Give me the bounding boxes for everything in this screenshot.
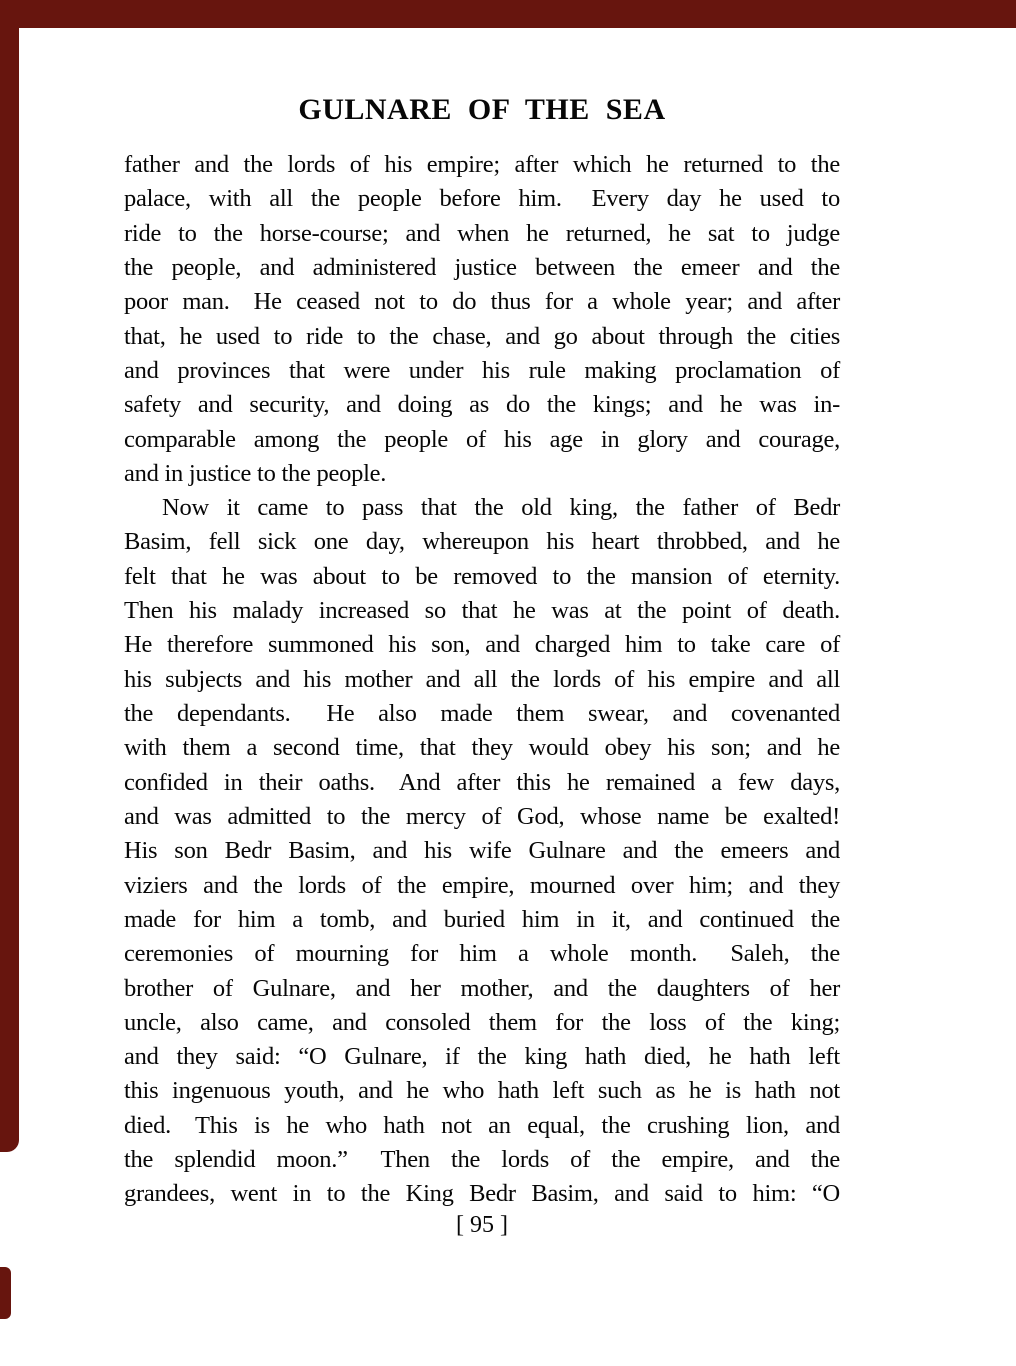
text-line: ride to the horse-course; and when he returned, he sat to judge — [124, 219, 840, 247]
page-body-text — [124, 148, 840, 1212]
text-line: felt that he was about to be removed to the mansion of eternity. — [124, 562, 840, 590]
text-line: and provinces that were under his rule making proclamation of — [124, 356, 840, 384]
text-line: the dependants. He also made them swear, and covenanted — [124, 700, 840, 727]
text-line: Then his malady increased so that he was at the point of death. — [124, 597, 840, 625]
text-line: and was admitted to the mercy of God, whose name be exalted! — [124, 802, 840, 830]
text-line: safety and security, and doing as do the kings; and he was in- — [124, 391, 840, 419]
text-line: and in justice to the people. — [124, 459, 387, 487]
text-line: ceremonies of mourning for him a whole month. Saleh, the — [124, 940, 840, 968]
text-line: He therefore summoned his son, and charged him to take care of — [124, 631, 840, 659]
text-line: His son Bedr Basim, and his wife Gulnare and the emeers and — [124, 837, 840, 865]
text-line: that, he used to ride to the chase, and go about through the cities — [124, 322, 840, 350]
page-number: [ 95 ] — [456, 1212, 508, 1238]
text-line: uncle, also came, and consoled them for the loss of the king; — [124, 1008, 840, 1036]
page-title: GULNARE OF THE SEA — [298, 93, 666, 126]
scan-edge-top — [0, 0, 1016, 28]
scan-edge-bottom-left-mark — [0, 1267, 11, 1319]
text-line: palace, with all the people before him. Every day he used to — [124, 185, 840, 213]
text-line: poor man. He ceased not to do thus for a whole year; and after — [124, 288, 840, 316]
text-line: comparable among the people of his age in glory and courage, — [124, 425, 840, 453]
text-line: viziers and the lords of the empire, mourned over him; and they — [124, 871, 840, 899]
text-line: Now it came to pass that the old king, the father of Bedr — [162, 494, 840, 522]
scan-edge-left — [0, 0, 19, 1152]
text-line: the people, and administered justice between the emeer and the — [124, 253, 840, 281]
text-line: brother of Gulnare, and her mother, and the daughters of her — [124, 974, 840, 1002]
text-line: made for him a tomb, and buried him in it, and continued the — [124, 905, 840, 933]
text-line: and they said: “O Gulnare, if the king hath died, he hath left — [124, 1043, 840, 1071]
text-line: the splendid moon.” Then the lords of the empire, and the — [124, 1146, 840, 1174]
text-line: confided in their oaths. And after this he remained a few days, — [124, 768, 840, 796]
text-line: with them a second time, that they would obey his son; and he — [124, 734, 840, 762]
text-line: father and the lords of his empire; after which he returned to the — [124, 151, 840, 178]
text-line: his subjects and his mother and all the lords of his empire and all — [124, 665, 840, 693]
text-line: grandees, went in to the King Bedr Basim, and said to him: “O — [124, 1180, 840, 1208]
text-line: died. This is he who hath not an equal, the crushing lion, and — [124, 1111, 840, 1139]
text-line: Basim, fell sick one day, whereupon his heart throbbed, and he — [124, 528, 840, 556]
text-line: this ingenuous youth, and he who hath left such as he is hath not — [124, 1077, 840, 1105]
